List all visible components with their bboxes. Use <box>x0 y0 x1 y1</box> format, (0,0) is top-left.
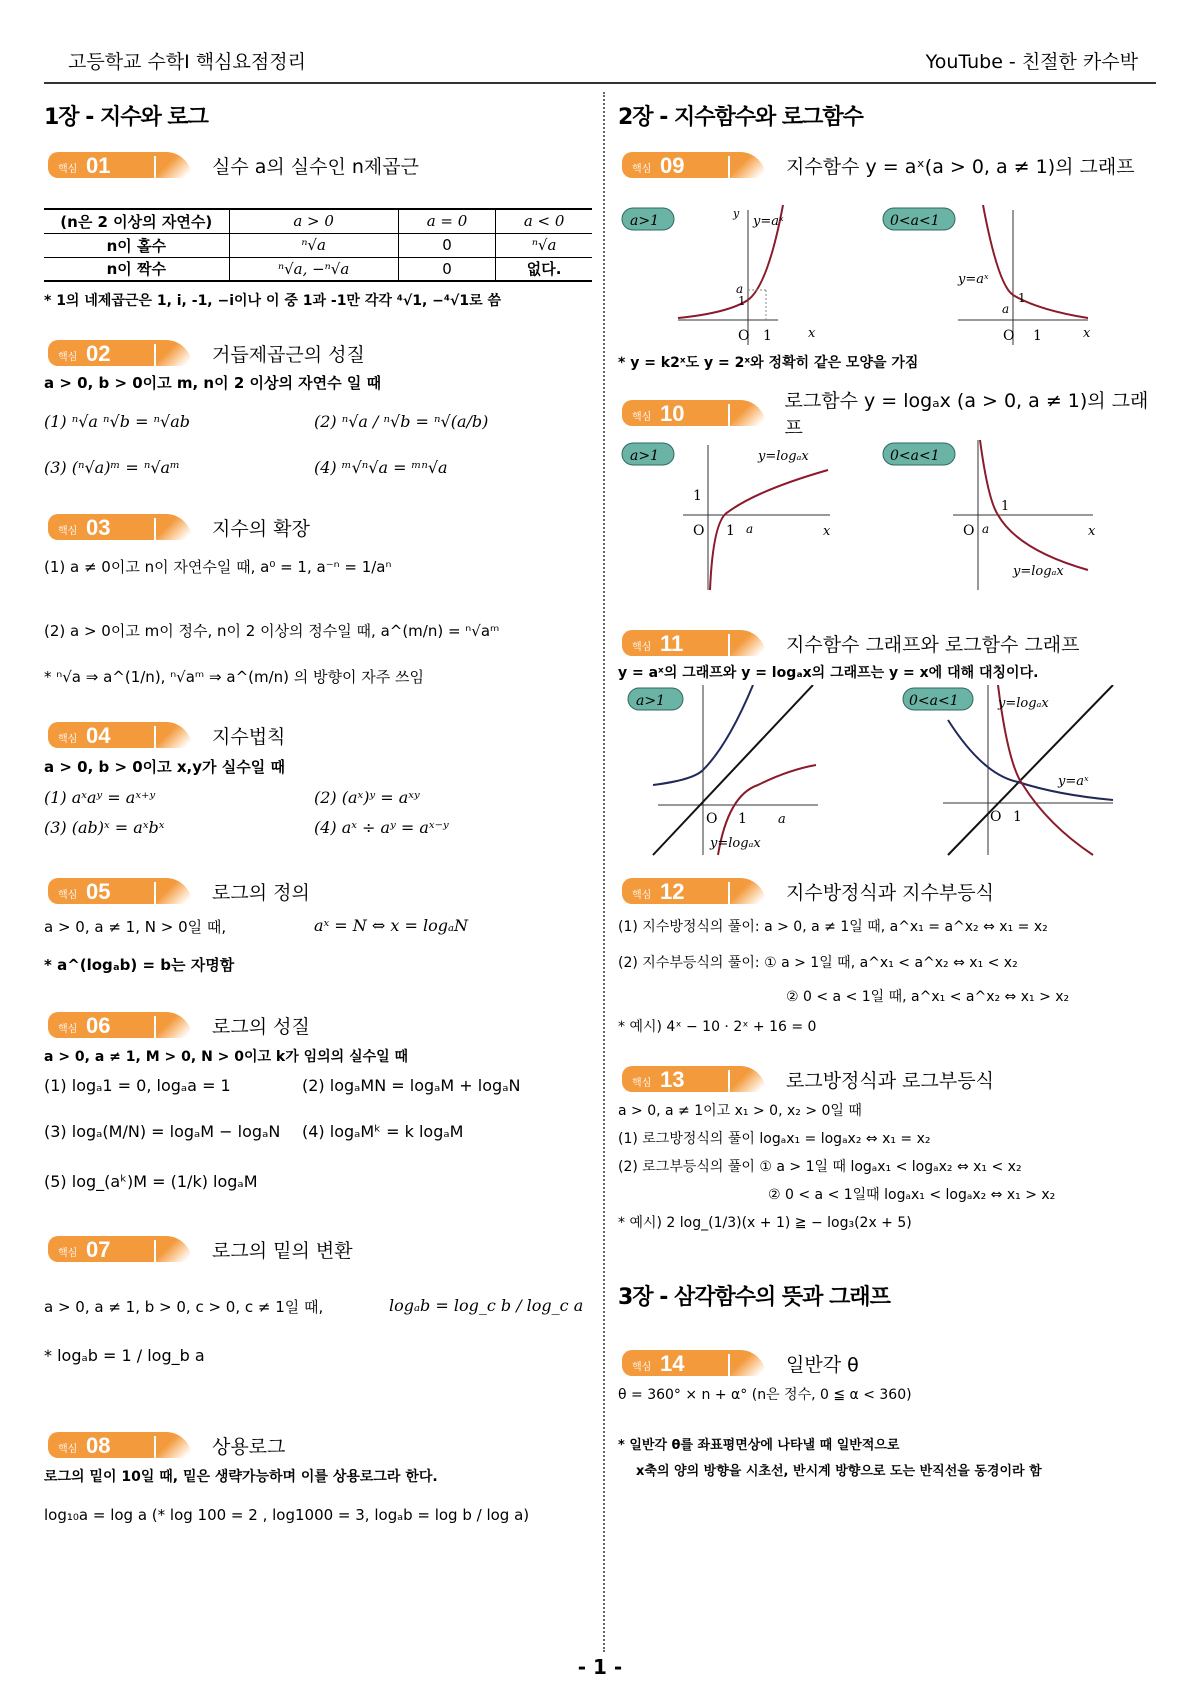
page-header <box>44 48 1156 84</box>
note: * 예시) 4ˣ − 10 · 2ˣ + 16 = 0 <box>618 1019 817 1035</box>
svg-text:0<a<1: 0<a<1 <box>890 448 940 464</box>
column-divider <box>603 92 605 1652</box>
header-channel: YouTube - 친절한 카수박 <box>925 51 1138 73</box>
formula: (1) aˣaʸ = aˣ⁺ʸ <box>44 788 156 807</box>
nth-root-table: (n은 2 이상의 자연수) a > 0 a = 0 a < 0 n이 홀수 ⁿ√a 0 ⁿ√a n이 짝수 ⁿ√a, −ⁿ√a 0 없다. <box>44 208 592 282</box>
svg-text:O: O <box>1003 328 1015 344</box>
formula: ② 0 < a < 1일 때, a^x₁ < a^x₂ ⇔ x₁ > x₂ <box>786 989 1070 1005</box>
description: y = aˣ의 그래프와 y = logₐx의 그래프는 y = x에 대해 대칭이다. <box>618 665 1039 681</box>
formula: (4) ᵐ√ⁿ√a = ᵐⁿ√a <box>314 458 448 477</box>
formula: (3) logₐ(M/N) = logₐM − logₐN <box>44 1122 281 1141</box>
svg-text:1: 1 <box>1018 291 1026 305</box>
condition: a > 0, b > 0이고 m, n이 2 이상의 자연수 일 때 <box>44 374 382 392</box>
condition: a > 0, a ≠ 1이고 x₁ > 0, x₂ > 0일 때 <box>618 1103 862 1119</box>
formula: (3) (ab)ˣ = aˣbˣ <box>44 818 165 837</box>
formula: (5) log_(aᵏ)M = (1/k) logₐM <box>44 1172 258 1191</box>
section-title: 로그의 성질 <box>212 1015 310 1038</box>
svg-text:0<a<1: 0<a<1 <box>890 213 940 229</box>
formula: (2) a > 0이고 m이 정수, n이 2 이상의 정수일 때, a^(m/n) = ⁿ√aᵐ <box>44 622 500 640</box>
section-13: 핵심 13 로그방정식과 로그부등식 <box>618 1066 1163 1092</box>
section-02: 핵심 02 거듭제곱근의 성질 <box>44 340 592 366</box>
note: * y = k2ˣ도 y = 2ˣ와 정확히 같은 모양을 가짐 <box>618 355 919 371</box>
section-01 <box>44 152 592 178</box>
formula: (2) logₐMN = logₐM + logₐN <box>302 1076 521 1095</box>
svg-text:a: a <box>982 522 990 536</box>
formula: (1) ⁿ√a ⁿ√b = ⁿ√ab <box>44 412 191 431</box>
section-07: 핵심 07 로그의 밑의 변환 <box>44 1236 592 1262</box>
svg-text:1: 1 <box>738 811 747 827</box>
note: * logₐb = 1 / log_b a <box>44 1346 205 1365</box>
svg-text:a>1: a>1 <box>630 448 659 464</box>
formula: (1) 지수방정식의 풀이: a > 0, a ≠ 1일 때, a^x₁ = a^x₂ ⇔ x₁ = x₂ <box>618 919 1048 935</box>
condition: a > 0, a ≠ 1, M > 0, N > 0이고 k가 임의의 실수일 때 <box>44 1049 409 1065</box>
symmetry-graph <box>618 685 1163 860</box>
note: * 일반각 θ를 좌표평면상에 나타낼 때 일반적으로 <box>618 1438 900 1453</box>
section-title: 지수함수 그래프와 로그함수 그래프 <box>786 633 1080 656</box>
svg-text:1: 1 <box>738 294 746 308</box>
note: x축의 양의 방향을 시초선, 반시계 방향으로 도는 반직선을 동경이라 함 <box>636 1464 1042 1479</box>
svg-text:y=aˣ: y=aˣ <box>958 272 989 287</box>
section-title: 로그의 정의 <box>212 881 310 904</box>
formula: (1) logₐ1 = 0, logₐa = 1 <box>44 1076 231 1095</box>
section-12: 핵심 12 지수방정식과 지수부등식 <box>618 878 1163 904</box>
description: 로그의 밑이 10일 때, 밑은 생략가능하며 이를 상용로그라 한다. <box>44 1469 438 1485</box>
note: * a^(logₐb) = b는 자명함 <box>44 956 235 974</box>
svg-text:a: a <box>746 522 754 536</box>
chapter-title: 3장 - 삼각함수의 뜻과 그래프 <box>618 1285 890 1310</box>
svg-text:a: a <box>778 812 786 827</box>
svg-text:O: O <box>963 523 975 539</box>
svg-text:x: x <box>1088 524 1096 539</box>
svg-text:a: a <box>1002 302 1010 316</box>
svg-text:y=logₐx: y=logₐx <box>758 449 809 464</box>
svg-text:a>1: a>1 <box>630 213 659 229</box>
log-graph <box>618 440 1163 600</box>
page-number: - 1 - <box>577 1655 623 1679</box>
formula: log₁₀a = log a (* log 100 = 2 , log1000 = 3, logₐb = log b / log a) <box>44 1506 530 1524</box>
section-title: 지수함수 y = aˣ(a > 0, a ≠ 1)의 그래프 <box>786 155 1135 178</box>
svg-text:y: y <box>733 207 740 220</box>
section-05: 핵심 05 로그의 정의 <box>44 878 592 904</box>
svg-text:1: 1 <box>1013 809 1022 825</box>
section-title: 거듭제곱근의 성질 <box>212 343 365 366</box>
section-title: 지수법칙 <box>212 725 286 748</box>
section-title: 일반각 θ <box>786 1353 859 1376</box>
svg-text:1: 1 <box>726 523 735 539</box>
chapter-title: 1장 - 지수와 로그 <box>44 105 208 130</box>
section-title: 상용로그 <box>212 1435 286 1458</box>
svg-text:y=logₐx: y=logₐx <box>1013 564 1064 579</box>
svg-text:x: x <box>823 524 831 539</box>
condition: a > 0, a ≠ 1, b > 0, c > 0, c ≠ 1일 때, <box>44 1298 324 1316</box>
exp-graph <box>618 205 1163 350</box>
svg-text:x: x <box>1083 326 1091 341</box>
formula: (4) aˣ ÷ aʸ = aˣ⁻ʸ <box>314 818 449 837</box>
svg-text:y=aˣ: y=aˣ <box>1058 774 1089 789</box>
section-14: 핵심 14 일반각 θ <box>618 1350 1163 1376</box>
section-11: 핵심 11 지수함수 그래프와 로그함수 그래프 <box>618 630 1163 656</box>
condition: a > 0, a ≠ 1, N > 0일 때, <box>44 918 227 936</box>
svg-text:O: O <box>990 809 1002 825</box>
chapter-title: 2장 - 지수함수와 로그함수 <box>618 105 863 130</box>
section-title: 실수 a의 실수인 n제곱근 <box>212 155 419 178</box>
formula: (1) 로그방정식의 풀이 logₐx₁ = logₐx₂ ⇔ x₁ = x₂ <box>618 1131 931 1147</box>
formula: (3) (ⁿ√a)ᵐ = ⁿ√aᵐ <box>44 458 180 477</box>
formula: (2) 로그부등식의 풀이 ① a > 1일 때 logₐx₁ < logₐx₂ ⇔ x₁ < x₂ <box>618 1159 1022 1175</box>
svg-text:0<a<1: 0<a<1 <box>909 693 959 709</box>
svg-text:y=logₐx: y=logₐx <box>710 836 761 851</box>
section-title: 로그함수 y = logₐx (a > 0, a ≠ 1)의 그래프 <box>784 390 1149 439</box>
svg-text:O: O <box>693 523 705 539</box>
section-10: 핵심 10 로그함수 y = logₐx (a > 0, a ≠ 1)의 그래프 <box>618 400 1163 426</box>
formula: (2) 지수부등식의 풀이: ① a > 1일 때, a^x₁ < a^x₂ ⇔ x₁ < x₂ <box>618 955 1018 971</box>
section-04: 핵심 04 지수법칙 <box>44 722 592 748</box>
svg-text:y=logₐx: y=logₐx <box>998 696 1049 711</box>
svg-text:y=aˣ: y=aˣ <box>753 214 784 229</box>
section-title: 로그방정식과 로그부등식 <box>786 1069 994 1092</box>
svg-text:O: O <box>706 811 718 827</box>
formula: (2) (aˣ)ʸ = aˣʸ <box>314 788 420 807</box>
section-title: 지수의 확장 <box>212 517 310 540</box>
note: * 1의 네제곱근은 1, i, -1, −i이나 이 중 1과 -1만 각각 ⁴√1, −⁴√1로 씀 <box>44 293 502 309</box>
section-title: 지수방정식과 지수부등식 <box>786 881 994 904</box>
svg-text:1: 1 <box>693 488 702 504</box>
svg-text:x: x <box>808 326 816 341</box>
formula: aˣ = N ⇔ x = logₐN <box>314 916 468 935</box>
formula: (1) a ≠ 0이고 n이 자연수일 때, a⁰ = 1, a⁻ⁿ = 1/aⁿ <box>44 558 392 576</box>
note: * ⁿ√a ⇒ a^(1/n), ⁿ√aᵐ ⇒ a^(m/n) 의 방향이 자주 쓰임 <box>44 668 425 686</box>
formula: (4) logₐMᵏ = k logₐM <box>302 1122 464 1141</box>
formula: logₐb = log_c b / log_c a <box>389 1296 584 1315</box>
note: * 예시) 2 log_(1/3)(x + 1) ≧ − log₃(2x + 5) <box>618 1215 912 1231</box>
svg-text:a>1: a>1 <box>636 693 665 709</box>
svg-text:O: O <box>738 328 750 344</box>
svg-text:a: a <box>736 282 744 296</box>
section-badge: 핵심 01 실수 a의 실수인 n제곱근 <box>44 152 592 178</box>
svg-text:1: 1 <box>763 328 772 344</box>
formula: ② 0 < a < 1일때 logₐx₁ < logₐx₂ ⇔ x₁ > x₂ <box>768 1187 1056 1203</box>
formula: (2) ⁿ√a / ⁿ√b = ⁿ√(a/b) <box>314 412 489 431</box>
formula: θ = 360° × n + α° (n은 정수, 0 ≦ α < 360) <box>618 1387 912 1403</box>
section-08: 핵심 08 상용로그 <box>44 1432 592 1458</box>
condition: a > 0, b > 0이고 x,y가 실수일 때 <box>44 758 285 776</box>
section-title: 로그의 밑의 변환 <box>212 1239 353 1262</box>
section-09: 핵심 09 지수함수 y = aˣ(a > 0, a ≠ 1)의 그래프 <box>618 152 1163 178</box>
header-title: 고등학교 수학I 핵심요점정리 <box>68 51 306 73</box>
section-06: 핵심 06 로그의 성질 <box>44 1012 592 1038</box>
svg-text:1: 1 <box>1033 328 1042 344</box>
section-03: 핵심 03 지수의 확장 <box>44 514 592 540</box>
svg-text:1: 1 <box>1001 499 1010 514</box>
